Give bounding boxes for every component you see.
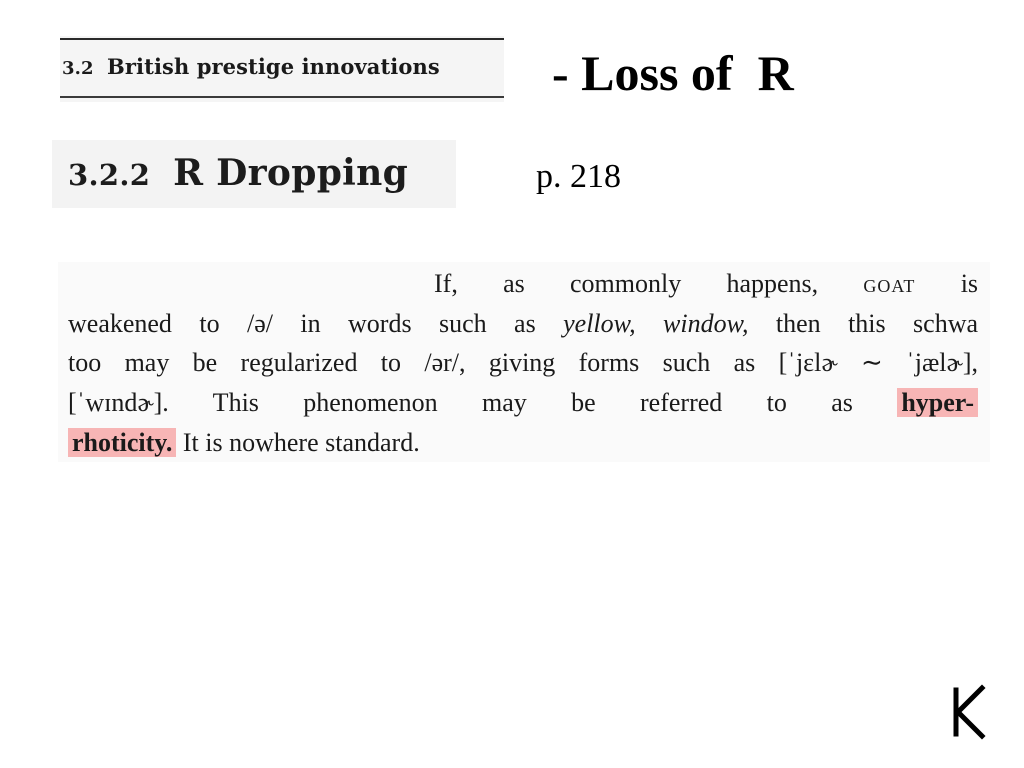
book-section-number: 3.2: [62, 58, 94, 79]
page-reference: p. 218: [536, 158, 621, 195]
excerpt-line-3: too may be regularized to /ər/, giving forms such as [ˈjɛlɚ ∼ ˈjælɚ],: [68, 348, 978, 377]
excerpt-line-1-before: If, as commonly happens,: [434, 269, 819, 298]
subsection-heading: [52, 140, 456, 208]
lexical-set-goat: goat: [863, 269, 916, 298]
book-header: [60, 36, 504, 102]
excerpt-line-1: [68, 264, 978, 304]
highlighted-term-part-2: rhoticity.: [68, 428, 176, 457]
example-word-window: window,: [663, 309, 749, 338]
book-header-text: [62, 54, 440, 79]
header-bottom-rule: [60, 96, 504, 98]
example-word-yellow: yellow,: [563, 309, 636, 338]
slide-title: - Loss of R: [552, 45, 794, 101]
excerpt-line-5: [68, 423, 978, 463]
excerpt-line-2-before: weakened to /ə/ in words such as: [68, 309, 536, 338]
excerpt-line-1-after: is: [960, 269, 979, 298]
excerpt-line-4-before: [ˈwɪndɚ]. This phenomenon may be referred to as: [68, 388, 853, 417]
excerpt-line-2: [68, 304, 978, 344]
header-top-rule: [60, 38, 504, 40]
excerpt-line-4: [68, 383, 978, 423]
corner-logo-icon: [948, 684, 988, 740]
highlighted-term-part-1: hyper-: [897, 388, 978, 417]
subsection-number: 3.2.2: [68, 158, 151, 192]
excerpt-line-2-after: then this schwa: [775, 309, 979, 338]
book-section-title: British prestige innovations: [107, 54, 440, 79]
excerpt-line-5-after: It is nowhere standard.: [182, 428, 420, 457]
subsection-title: R Dropping: [173, 152, 409, 194]
book-excerpt: [58, 262, 990, 462]
subsection-heading-text: [68, 152, 408, 194]
